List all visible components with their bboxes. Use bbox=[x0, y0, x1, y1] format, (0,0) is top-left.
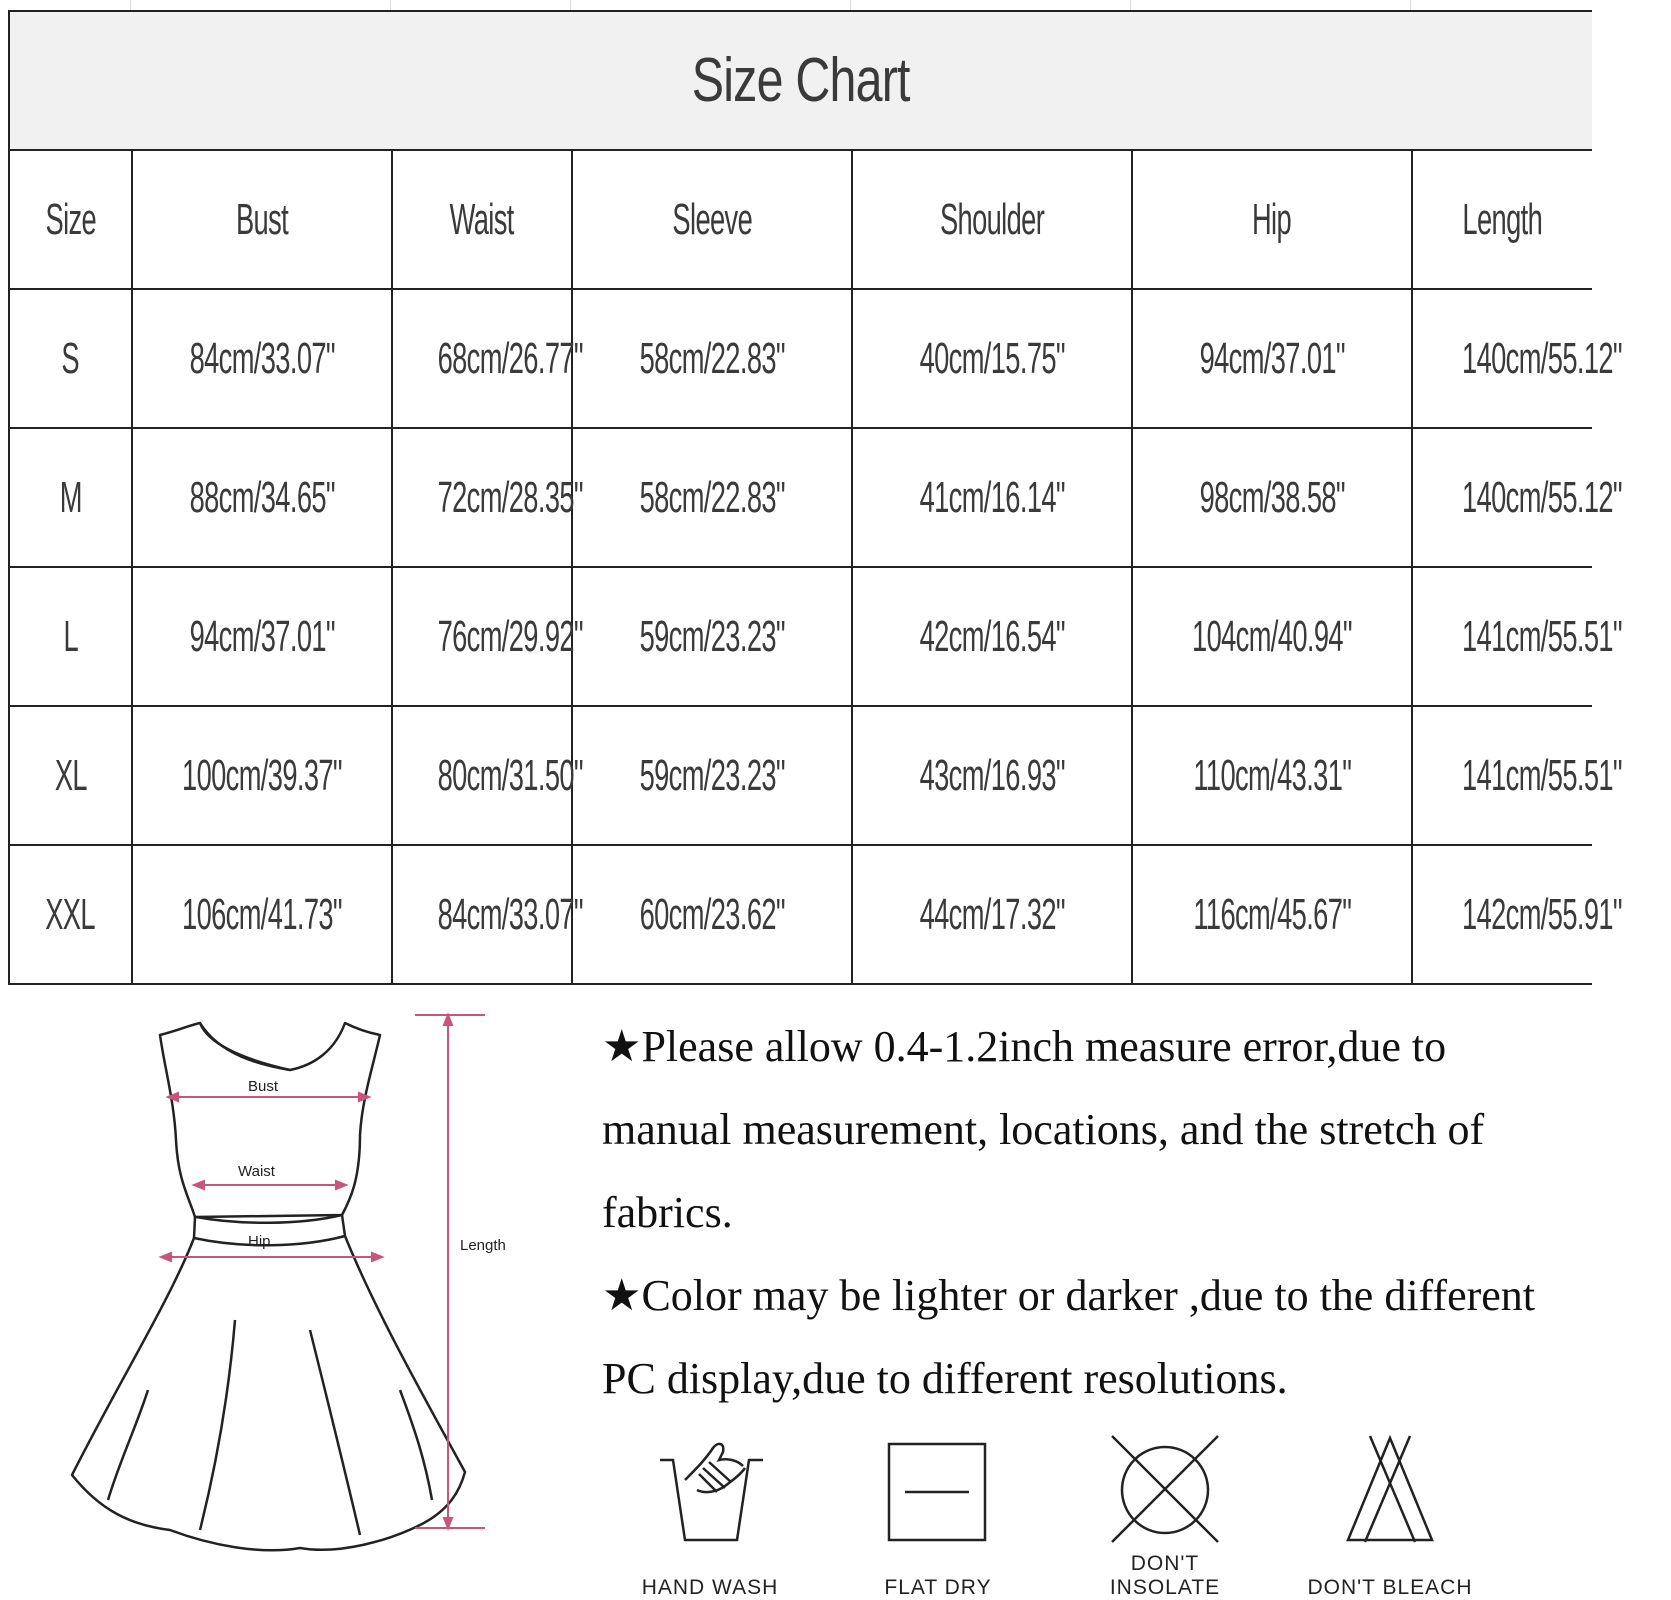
table-cell: 98cm/38.58" bbox=[1132, 428, 1412, 567]
care-flat-dry bbox=[848, 1430, 1028, 1600]
table-row bbox=[10, 428, 1592, 567]
bust-label: Bust bbox=[248, 1078, 279, 1095]
table-row bbox=[10, 706, 1592, 845]
table-cell: 116cm/45.67" bbox=[1132, 845, 1412, 984]
table-cell: 88cm/34.65" bbox=[132, 428, 392, 567]
dont-bleach-label: DON'T BLEACH bbox=[1307, 1576, 1473, 1599]
table-cell: 59cm/23.23" bbox=[572, 567, 852, 706]
table-cell: 58cm/22.83" bbox=[572, 289, 852, 428]
dont-insolate-icon bbox=[1100, 1430, 1230, 1550]
flat-dry-icon bbox=[883, 1430, 993, 1550]
table-cell: L bbox=[10, 567, 132, 706]
header-cell: Length bbox=[1412, 151, 1592, 289]
size-table bbox=[10, 151, 1622, 985]
table-cell: 43cm/16.93" bbox=[852, 706, 1132, 845]
note-color: ★Color may be lighter or darker ,due to the different PC display,due to different resolutions. bbox=[602, 1271, 1536, 1403]
guide-line bbox=[570, 0, 571, 10]
hand-wash-label: HAND WASH bbox=[641, 1576, 779, 1599]
table-row bbox=[10, 289, 1592, 428]
table-cell: 72cm/28.35" bbox=[392, 428, 572, 567]
guide-line bbox=[850, 0, 851, 10]
notes bbox=[602, 1005, 1562, 1420]
hand-wash-icon bbox=[645, 1430, 775, 1550]
table-cell: 84cm/33.07" bbox=[392, 845, 572, 984]
table-cell: 141cm/55.51" bbox=[1412, 567, 1592, 706]
header-cell: Hip bbox=[1132, 151, 1412, 289]
hip-label: Hip bbox=[248, 1233, 271, 1250]
guide-line bbox=[390, 0, 391, 10]
note-measure-error: ★Please allow 0.4-1.2inch measure error,due to manual measurement, locations, and the stretch of fabrics. bbox=[602, 1022, 1485, 1237]
measure-lines bbox=[161, 1015, 485, 1528]
header-row bbox=[10, 151, 1592, 289]
table-row bbox=[10, 567, 1592, 706]
size-chart-table bbox=[8, 10, 1622, 985]
care-dont-insolate bbox=[1075, 1430, 1255, 1600]
dont-bleach-icon bbox=[1330, 1430, 1450, 1550]
table-cell: 140cm/55.12" bbox=[1412, 289, 1592, 428]
guide-line bbox=[1410, 0, 1411, 10]
table-cell: 104cm/40.94" bbox=[1132, 567, 1412, 706]
table-cell: XL bbox=[10, 706, 132, 845]
table-cell: 94cm/37.01" bbox=[132, 567, 392, 706]
table-cell: 44cm/17.32" bbox=[852, 845, 1132, 984]
header-cell: Sleeve bbox=[572, 151, 852, 289]
table-cell: 42cm/16.54" bbox=[852, 567, 1132, 706]
table-cell: 141cm/55.51" bbox=[1412, 706, 1592, 845]
header-cell: Bust bbox=[132, 151, 392, 289]
table-cell: 110cm/43.31" bbox=[1132, 706, 1412, 845]
size-chart-title-row bbox=[10, 12, 1592, 151]
dress-diagram bbox=[60, 1020, 530, 1580]
table-cell: 76cm/29.92" bbox=[392, 567, 572, 706]
flat-dry-label: FLAT DRY bbox=[884, 1576, 992, 1599]
care-hand-wash bbox=[620, 1430, 800, 1600]
header-cell: Size bbox=[10, 151, 132, 289]
care-dont-bleach bbox=[1300, 1430, 1480, 1600]
table-cell: 142cm/55.91" bbox=[1412, 845, 1592, 984]
table-cell: 84cm/33.07" bbox=[132, 289, 392, 428]
table-cell: 41cm/16.14" bbox=[852, 428, 1132, 567]
table-cell: 60cm/23.62" bbox=[572, 845, 852, 984]
length-label: Length bbox=[460, 1237, 506, 1254]
table-cell: 100cm/39.37" bbox=[132, 706, 392, 845]
table-cell: 94cm/37.01" bbox=[1132, 289, 1412, 428]
guide-line bbox=[1130, 0, 1131, 10]
table-cell: 140cm/55.12" bbox=[1412, 428, 1592, 567]
table-cell: XXL bbox=[10, 845, 132, 984]
header-cell: Shoulder bbox=[852, 151, 1132, 289]
guide-line bbox=[130, 0, 131, 10]
table-cell: M bbox=[10, 428, 132, 567]
table-cell: S bbox=[10, 289, 132, 428]
table-cell: 106cm/41.73" bbox=[132, 845, 392, 984]
table-cell: 80cm/31.50" bbox=[392, 706, 572, 845]
header-cell: Waist bbox=[392, 151, 572, 289]
table-cell: 59cm/23.23" bbox=[572, 706, 852, 845]
table-cell: 58cm/22.83" bbox=[572, 428, 852, 567]
table-cell: 68cm/26.77" bbox=[392, 289, 572, 428]
table-row bbox=[10, 845, 1592, 984]
size-chart-title: Size Chart bbox=[692, 46, 910, 115]
dont-insolate-label: DON'T INSOLATE bbox=[1109, 1552, 1221, 1599]
table-cell: 40cm/15.75" bbox=[852, 289, 1132, 428]
waist-label: Waist bbox=[238, 1163, 275, 1180]
